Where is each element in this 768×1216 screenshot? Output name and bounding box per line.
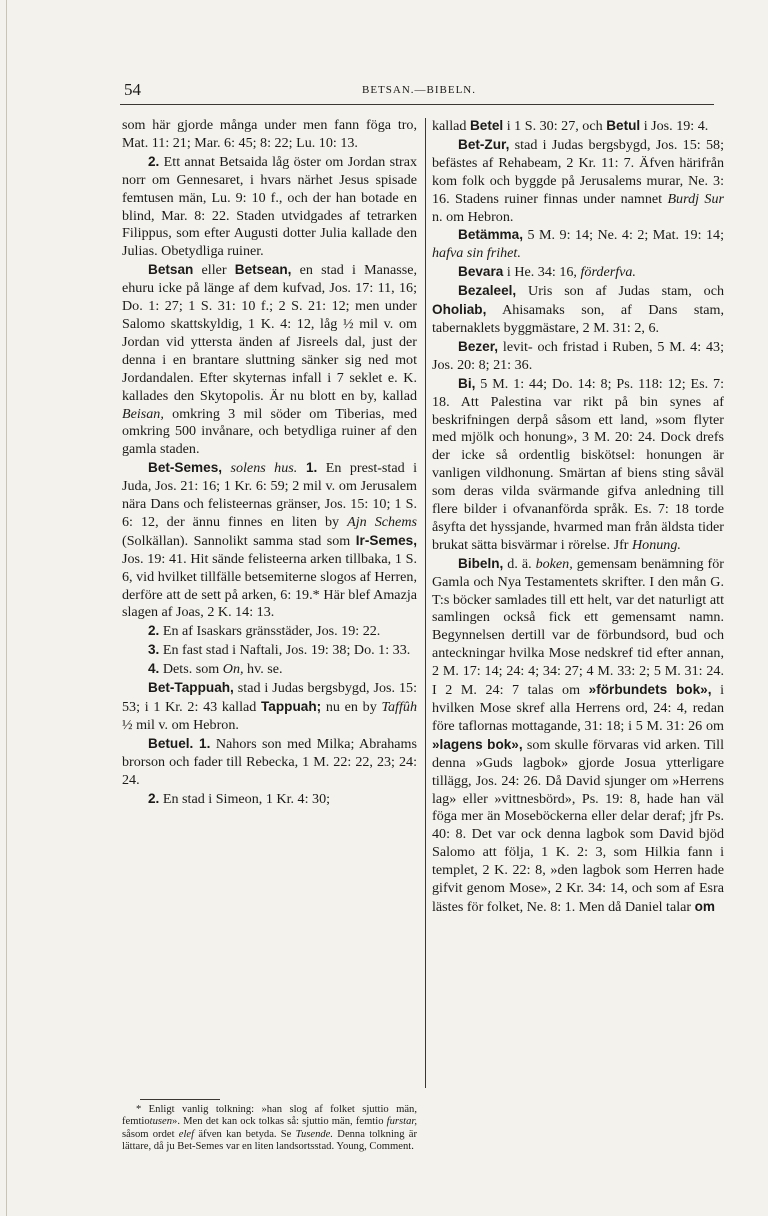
entry-bet-tappuah: Bet-Tappuah, stad i Judas bergsbygd, Jos. 15: 53; i 1 Kr. 2: 43 kallad Tappuah; nu en by Taffûh ½ mil v. om Hebron. (122, 680, 417, 733)
entry-betsaida-cont: som här gjorde många under men fann föga tro, Mat. 11: 21; Mar. 6: 45; 8: 22; Lu. 10: 13. (122, 117, 417, 151)
entry-bet-semes-2: 2. En af Isaskars gränsstäder, Jos. 19: 22. (148, 623, 381, 640)
entry-bezaleel: Bezaleel, Uris son af Judas stam, och Oholiab, Ahisamaks son, af Dans stam, tabernaklets byggmästare, 2 M. 31: 2, 6. (432, 283, 724, 336)
page-edge (6, 0, 7, 1216)
header-rule (120, 104, 714, 105)
entry-bet-semes-3: 3. En fast stad i Naftali, Jos. 19: 38; Do. 1: 33. (148, 642, 411, 659)
left-column (122, 117, 417, 808)
page-header (124, 80, 714, 104)
page-number: 54 (124, 80, 141, 99)
entry-bi: Bi, 5 M. 1: 44; Do. 14: 8; Ps. 118: 12; Es. 7: 18. Att Palestina var rikt på bin synes af beskrifningen derpå såsom ett land, »som flyter med mjölk och honung», 3 M. 20: 24. Dock drefs der icke så ordentlig biskötsel: honungen är vanligen vildhonung. Smärtan af biens sting såväl som deras vilda svärmande gifva anledning till flere bilder i ofvananförda språk. Es. 7: 18 torde åsyfta det hyssjande, hvarmed man från äldsta tider brukat sätta bisvärmar i rörelse. Jfr Honung. (432, 375, 724, 553)
entry-bet-semes-4: 4. Dets. som On, hv. se. (148, 661, 283, 678)
entry-bevara: Bevara i He. 34: 16, förderfva. (458, 264, 636, 281)
entry-bezer: Bezer, levit- och fristad i Ruben, 5 M. 4: 43; Jos. 20: 8; 21: 36. (432, 338, 724, 373)
entry-bet-semes: Bet-Semes, solens hus. 1. En prest-stad i Juda, Jos. 21: 16; 1 Kr. 6: 59; 2 mil v. om Jerusalem nära Dans och felisteernas gränser, Jos. 15: 10; 1 S. 6: 12, der ännu finnes en liten by Ajn Schems (Solkällan). Sannolikt samma stad som Ir-Semes, Jos. 19: 41. Hit sände felisteerna arken tillbaka, 1 S. 6, vid hvilket tillfälle betsemiterne slogos af Herren, derföre att de sett på arken, 6: 19.* Här blef Amazja slagen af Joas, 2 K. 14: 13. (122, 460, 417, 621)
entry-betuel-cont: kallad Betel i 1 S. 30: 27, och Betul i Jos. 19: 4. (432, 118, 709, 134)
footnote-rule (140, 1099, 220, 1100)
entry-betsan: Betsan eller Betsean, en stad i Manasse, ehuru icke på länge af dem kufvad, Jos. 17: 11, 16; Do. 1: 27; 1 S. 31: 10 f.; 2 S. 21: 12; men under Salomo skattskyldig, 1 K. 4: 12, låg ½ mil v. om Jordan vid yttersta änden af Jisreels dal, just der denna i en brantare sluttning sänker sig ned mot Jordandalen. Efter skyternas infall i 7 seklet e. K. kallades den Skytopolis. Är nu blott en by, kallad Beisan, omkring 3 mil söder om Tiberias, med omkring 500 invånare, och betydliga ruiner af den gamla staden. (122, 262, 417, 458)
entry-betsaida-2: 2. Ett annat Betsaida låg öster om Jordan strax norr om Gennesaret, i hvars närhet Jesus spisade femtusen män, Lu. 9: 10 f., och der han botade en blind, Mar. 8: 22. Staden utvidgades af tetrarken Filippus, som efter Augusti dotter Julia kallade den Julias. Obetydliga ruiner. (122, 153, 417, 260)
entry-betuel-2: 2. En stad i Simeon, 1 Kr. 4: 30; (148, 790, 331, 807)
column-divider (425, 118, 426, 1088)
footnote: * Enligt vanlig tolkning: »han slog af folket sjuttio män, femtiotusen». Men det kan ock tolkas så: sjuttio män, femtio furstar, såsom ordet elef äfven kan betyda. Se Tusende. Denna tolkning är lättare, då ju Bet-Semes var en liten landsortsstad. Young, Comment. (122, 1104, 417, 1153)
entry-bibeln: Bibeln, d. ä. boken, gemensam benämning för Gamla och Nya Testamentets skrifter. I den mån G. T:s böcker samlades till ett helt, var det naturligt att samlingen också fick ett gemensamt namn. Begynnelsen dertill var de förbundsord, bud och anteckningar hvilka Mose nedskref tid efter annan, 2 M. 17: 14; 24: 4; 34: 27; 4 M. 33: 2; 5 M. 31: 24. I 2 M. 24: 7 talas om »förbundets bok», i hvilken Mose skref alla Herrens ord, 24: 4, redan före taflornas mottagande, 31: 18; i 5 M. 31: 26 om »lagens bok», som skulle förvaras vid arken. Till denna »Guds lagbok» gjorde Josua ytterligare tillägg, Jos. 24: 26. Då David sjunger om »Herrens lag» eller »vittnesbörd», Ps. 19: 8, hade han väl föga mer än Moseböckerna eller delar deraf; jfr Ps. 40: 8. Det var ock denna lagbok som David bjöd Salomo att följa, 1 K. 2: 3, som Hilkia fann i templet, 2 K. 22: 8, »den lagbok som Herren hade gifvit genom Mose», 2 Kr. 34: 14, och som af Esra lästes för folket, Ne. 8: 1. Men då Daniel talar om (432, 555, 725, 915)
right-column (432, 117, 724, 917)
entry-betamma: Betämma, 5 M. 9: 14; Ne. 4: 2; Mat. 19: 14; hafva sin frihet. (432, 227, 724, 262)
entry-betuel: Betuel. 1. Nahors son med Milka; Abrahams brorson och fader till Rebecka, 1 M. 22: 22, 23; 24: 24. (122, 735, 417, 788)
running-head: BETSAN.—BIBELN. (362, 84, 476, 96)
entry-bet-zur: Bet-Zur, stad i Judas bergsbygd, Jos. 15: 58; befästes af Rehabeam, 2 Kr. 11: 7. Äfven härifrån kom folk och byggde på Jerusalems murar, Ne. 3: 16. Stadens ruiner finnas under namnet Burdj Sur n. om Hebron. (432, 136, 724, 225)
